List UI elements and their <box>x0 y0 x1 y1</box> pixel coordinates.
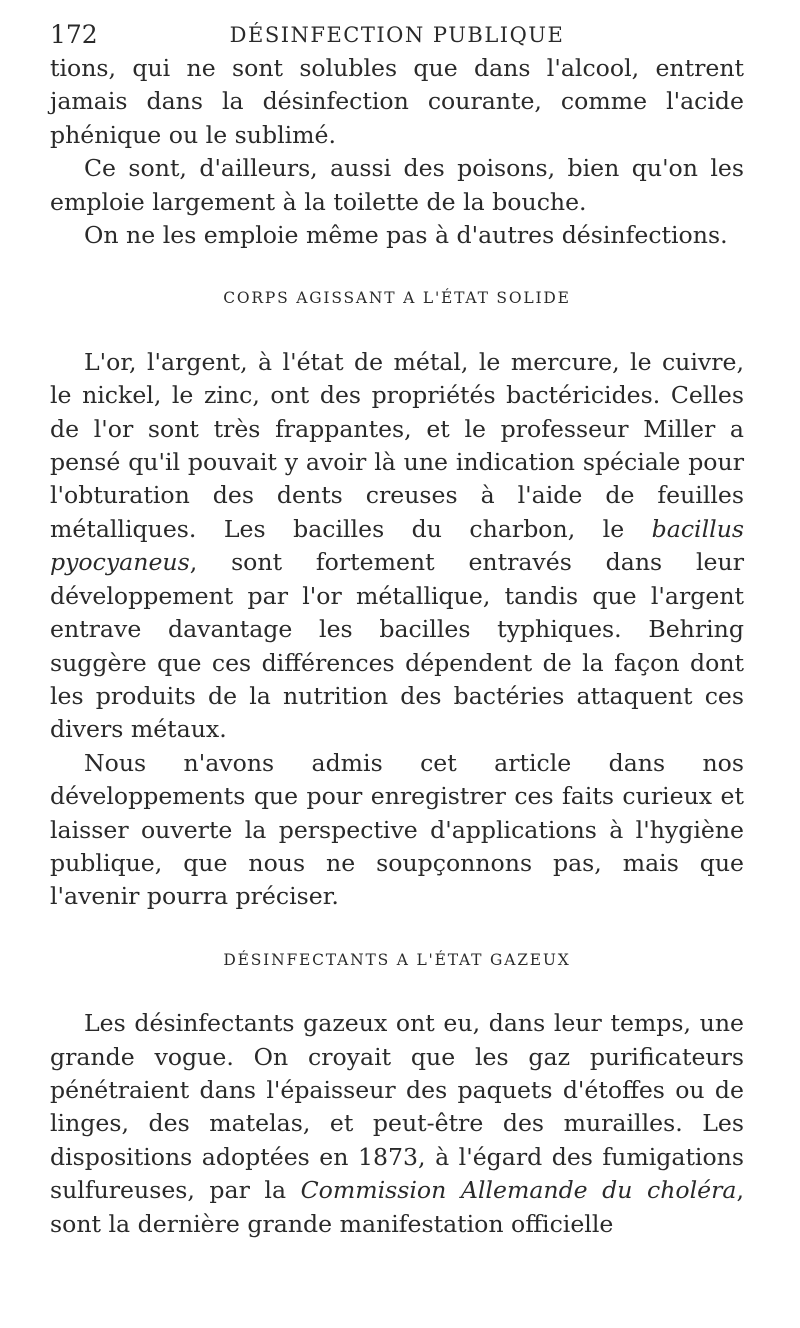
running-title: DÉSINFECTION PUBLIQUE <box>229 23 565 47</box>
paragraph: Nous n'avons admis cet article dans nos développements que pour enregistrer ces faits curieux et laisser ouverte la perspective d'applications à l'hygiène publique, que nous ne soupçonnons pas, mais que l'avenir pourra préciser. <box>50 748 744 911</box>
page-header <box>50 14 744 52</box>
section-heading-gaseous: DÉSINFECTANTS A L'ÉTAT GAZEUX <box>223 950 571 969</box>
italic-term: bacillus pyocyaneus <box>50 514 744 577</box>
paragraph-gaseous <box>50 1007 744 1241</box>
paragraph-text: Les désinfectants gazeux ont eu, dans leur temps, une grande vogue. On croyait que les gaz purificateurs pénétraient dans l'épaisseur des paquets d'étoffes ou de linges, des matelas, et peut-être des murailles. Les dispositions adoptées en 1873, à l'égard des fumigations sulfureuses, par la <box>50 1009 744 1205</box>
paragraph-text: , sont fortement entravés dans leur développement par l'or métallique, tandis que l'argent entrave davantage les bacilles typhiques. Behring suggère que ces différences dépendent de la façon dont les produits de la nutrition des bactéries attaquent ces divers métaux. <box>50 548 744 744</box>
paragraph-metals <box>50 346 744 747</box>
page-number: 172 <box>50 20 98 49</box>
paragraph: On ne les emploie même pas à d'autres désinfections. <box>84 221 728 250</box>
page-body <box>50 52 744 1241</box>
paragraph-text: L'or, l'argent, à l'état de métal, le mercure, le cuivre, le nickel, le zinc, ont des propriétés bactéricides. Celles de l'or sont très frappantes, et le professeur Miller a pensé qu'il pouvait y avoir là une indication spéciale pour l'obturation des dents creuses à l'aide de feuilles métalliques. Les bacilles du charbon, le <box>50 347 744 543</box>
section-heading-solid: CORPS AGISSANT A L'ÉTAT SOLIDE <box>223 289 571 308</box>
paragraph-text: , sont la dernière grande manifestation officielle <box>50 1176 744 1238</box>
paragraph-continued: tions, qui ne sont solubles que dans l'alcool, entrent jamais dans la désinfection courante, comme l'acide phénique ou le sublimé. <box>50 54 744 149</box>
paragraph: Ce sont, d'ailleurs, aussi des poisons, bien qu'on les emploie largement à la toilette de la bouche. <box>50 154 744 216</box>
italic-term: Commission Allemande du choléra <box>300 1176 737 1205</box>
